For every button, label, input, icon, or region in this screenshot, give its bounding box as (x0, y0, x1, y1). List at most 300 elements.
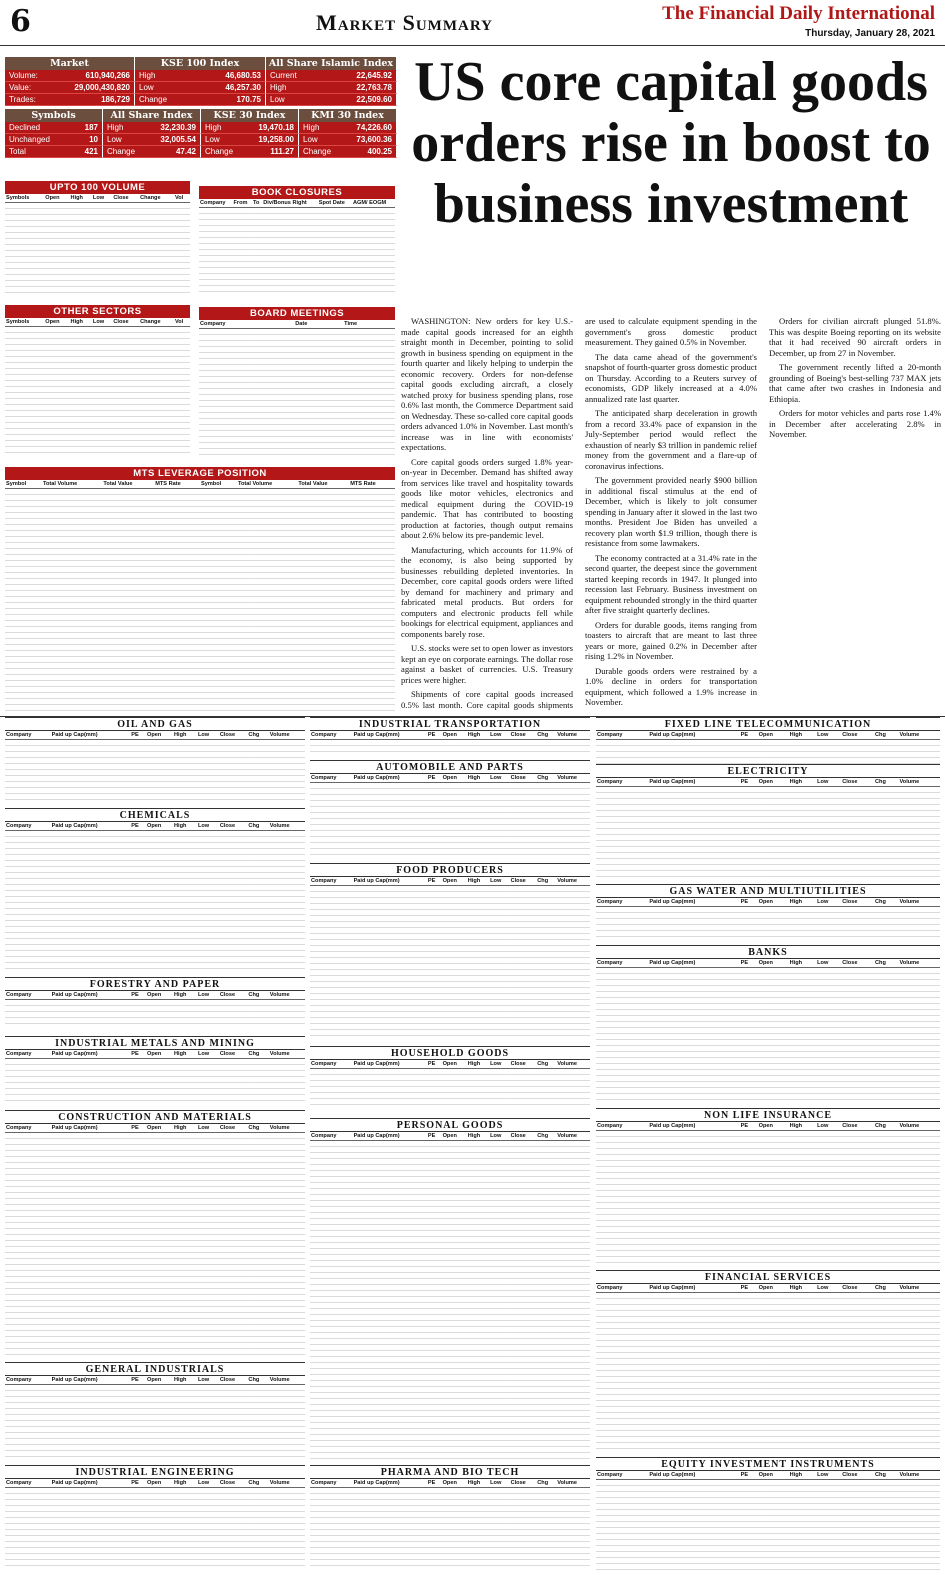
sector-title: GAS WATER AND MULTIUTILITIES (596, 884, 940, 898)
summary-label: High (107, 123, 124, 132)
equity-sector-table (596, 1457, 940, 1573)
sector-title: CONSTRUCTION AND MATERIALS (5, 1110, 305, 1124)
column-header: High (467, 1479, 489, 1488)
summary-cell (201, 122, 299, 134)
article-paragraph: Shipments of core capital goods increased 0.5% last month. Core capital goods shipments are used to calculate equipment spending in the government's gross domestic product measurement. They gained 0.5% in November. (401, 316, 757, 710)
table-header-row (310, 1479, 590, 1488)
column-header: Symbols (5, 318, 44, 327)
column-header: Close (841, 898, 874, 907)
column-header: Change (139, 318, 174, 327)
column-header: Chg (247, 1124, 268, 1133)
column-header: Paid up Cap(mm) (51, 822, 131, 831)
summary-header: KSE 100 Index (135, 57, 266, 70)
masthead (0, 0, 945, 46)
column-header: Close (510, 1060, 537, 1069)
table-rows (310, 886, 590, 1041)
column-header: Vol (174, 318, 190, 327)
summary-label: Value: (9, 83, 32, 92)
table-rows (5, 1133, 305, 1357)
summary-value: 170.75 (236, 95, 261, 104)
column-header: Low (489, 774, 509, 783)
column-header: PE (740, 959, 758, 968)
column-header: Low (92, 318, 112, 327)
column-header: Chg (874, 1122, 898, 1131)
book-closures-title: BOOK CLOSURES (199, 186, 395, 199)
sector-title: ELECTRICITY (596, 764, 940, 778)
column-header: Close (841, 1122, 874, 1131)
mts-leverage-table (5, 467, 395, 712)
table-rows (5, 1385, 305, 1459)
board-meetings-table (199, 307, 395, 462)
summary-cell (135, 94, 266, 106)
column-header: Close (219, 1124, 248, 1133)
column-header: Close (219, 822, 248, 831)
table-header-row (5, 1479, 305, 1488)
financial-sector-table (596, 1270, 940, 1455)
summary-value: 111.27 (270, 147, 294, 156)
book-closures-table (199, 186, 395, 304)
issue-date: Thursday, January 28, 2021 (805, 28, 935, 39)
summary-label: Declined (9, 123, 41, 132)
table-rows (310, 1141, 590, 1460)
table-rows (596, 1293, 940, 1452)
table-header-row (5, 1124, 305, 1133)
summary-cell (103, 122, 201, 134)
column-header: Volume (898, 731, 940, 740)
column-header: Date (294, 320, 343, 329)
summary-value: 46,680.53 (225, 71, 261, 80)
sector-title: FIXED LINE TELECOMMUNICATION (596, 717, 940, 731)
article-paragraph: The anticipated sharp deceleration in growth from a record 33.4% pace of expansion in the July-September period would reflect the exhaustion of nearly $3 trillion in pandemic relief money from the government and a flare-up of coronavirus infections. (585, 408, 757, 471)
column-header: Low (816, 1122, 841, 1131)
table-rows (5, 740, 305, 804)
column-header: Chg (874, 1284, 898, 1293)
column-header: Chg (874, 959, 898, 968)
summary-value: 73,600.36 (356, 135, 392, 144)
column-header: PE (740, 1284, 758, 1293)
column-header: PE (740, 731, 758, 740)
article-paragraph: Orders for civilian aircraft plunged 51.8%. This was despite Boeing reporting on its website that it had received 90 aircraft orders in December, up from 27 in November. (769, 316, 941, 358)
column-header: Vol (174, 194, 190, 203)
upto-100-volume-table (5, 181, 190, 299)
summary-label: Low (107, 135, 122, 144)
summary-value: 400.25 (367, 147, 392, 156)
column-header: Close (841, 778, 874, 787)
column-header: Chg (536, 1479, 556, 1488)
column-header: Company (310, 731, 353, 740)
summary-value: 32,005.54 (160, 135, 196, 144)
column-header: Company (5, 991, 51, 1000)
summary-header: KMI 30 Index (299, 109, 397, 122)
table-rows (5, 489, 395, 711)
column-header: Symbol (5, 480, 42, 489)
column-header: High (467, 1132, 489, 1141)
column-header: Close (510, 1132, 537, 1141)
column-header: High (789, 778, 816, 787)
summary-label: Low (205, 135, 220, 144)
summary-header: Symbols (5, 109, 103, 122)
column-header: Total Value (102, 480, 154, 489)
column-header: Chg (874, 731, 898, 740)
table-header-row (5, 991, 305, 1000)
column-header: Volume (269, 1479, 305, 1488)
table-rows (596, 968, 940, 1102)
column-header: Volume (556, 1132, 590, 1141)
column-header: Company (5, 731, 51, 740)
summary-header: All Share Index (103, 109, 201, 122)
column-header: Open (758, 1122, 789, 1131)
column-header: Volume (898, 898, 940, 907)
column-header: Chg (247, 991, 268, 1000)
column-header: Paid up Cap(mm) (648, 1471, 739, 1480)
mts-leverage-title: MTS LEVERAGE POSITION (5, 467, 395, 480)
table-rows (310, 1069, 590, 1108)
column-header: PE (130, 1376, 146, 1385)
table-rows (596, 907, 940, 941)
column-header: PE (130, 822, 146, 831)
column-header: Close (112, 318, 139, 327)
sector-title: PERSONAL GOODS (310, 1118, 590, 1132)
metals-sector-table (5, 1036, 305, 1107)
summary-cell (135, 82, 266, 94)
gas-water-sector-table (596, 884, 940, 944)
column-header: Volume (269, 731, 305, 740)
column-header: Chg (536, 774, 556, 783)
sector-title: OIL AND GAS (5, 717, 305, 731)
column-header: Chg (247, 1376, 268, 1385)
column-header: Chg (536, 1132, 556, 1141)
summary-header: Market (5, 57, 135, 70)
oil-gas-sector-table (5, 717, 305, 807)
column-header: Low (816, 731, 841, 740)
column-header: Chg (874, 898, 898, 907)
auto-sector-table (310, 760, 590, 859)
column-header: Volume (898, 959, 940, 968)
column-header: Close (841, 1284, 874, 1293)
column-header: High (173, 1479, 197, 1488)
column-header: High (70, 194, 92, 203)
sector-title: FOOD PRODUCERS (310, 863, 590, 877)
column-header: High (789, 1122, 816, 1131)
summary-label: Change (205, 147, 234, 156)
summary-cell (5, 134, 103, 146)
column-header: Time (343, 320, 395, 329)
column-header: Volume (556, 1060, 590, 1069)
table-header-row (199, 320, 395, 329)
table-rows (5, 203, 190, 293)
column-header: PE (427, 1132, 442, 1141)
column-header: Volume (269, 1124, 305, 1133)
headline: US core capital goods orders rise in boost to business investment (411, 51, 931, 235)
column-header: Open (146, 991, 173, 1000)
upto-100-volume-title: UPTO 100 VOLUME (5, 181, 190, 194)
table-header-row (5, 318, 190, 327)
column-header: Company (596, 778, 648, 787)
column-header: To (252, 199, 262, 208)
summary-label: High (205, 123, 222, 132)
column-header: Open (146, 1376, 173, 1385)
column-header: High (789, 1284, 816, 1293)
summary-cell (299, 134, 397, 146)
column-header: MTS Rate (154, 480, 200, 489)
column-header: Company (596, 1122, 648, 1131)
summary-cell (5, 94, 135, 106)
summary-cell (103, 134, 201, 146)
column-header: Open (758, 1284, 789, 1293)
summary-value: 22,763.78 (356, 83, 392, 92)
column-header: Chg (536, 1060, 556, 1069)
column-header: Volume (898, 1284, 940, 1293)
column-header: Company (5, 1479, 51, 1488)
column-header: Open (442, 877, 467, 886)
column-header: Paid up Cap(mm) (648, 1284, 739, 1293)
column-header: PE (427, 1060, 442, 1069)
column-header: Open (44, 318, 69, 327)
article-body (401, 316, 941, 711)
column-header: Volume (269, 991, 305, 1000)
construction-sector-table (5, 1110, 305, 1360)
column-header: Low (816, 1284, 841, 1293)
column-header: High (173, 731, 197, 740)
column-header: Low (489, 1479, 509, 1488)
column-header: Paid up Cap(mm) (648, 898, 739, 907)
table-rows (199, 208, 395, 296)
table-header-row (596, 898, 940, 907)
column-header: Volume (269, 1050, 305, 1059)
summary-cell (5, 122, 103, 134)
summary-value: 46,257.30 (225, 83, 261, 92)
column-header: Chg (247, 1050, 268, 1059)
column-header: Company (5, 1050, 51, 1059)
summary-cell (135, 70, 266, 82)
column-header: Paid up Cap(mm) (353, 1060, 427, 1069)
column-header: Open (442, 1060, 467, 1069)
column-header: Chg (874, 778, 898, 787)
column-header: Open (146, 1050, 173, 1059)
summary-value: 22,645.92 (356, 71, 392, 80)
column-header: Chg (247, 731, 268, 740)
column-header: Company (310, 1479, 353, 1488)
table-rows (199, 329, 395, 459)
article-paragraph: The government recently lifted a 20-month grounding of Boeing's best-selling 737 MAX jets that came after two crashes in Indonesia and Ethiopia. (769, 362, 941, 404)
article-paragraph: Orders for durable goods, items ranging from toasters to aircraft that are meant to last three years or more, gained 0.2% in December after rising 1.2% in November. (585, 619, 757, 661)
column-header: Close (219, 1376, 248, 1385)
summary-value: 10 (89, 135, 98, 144)
table-rows (596, 1131, 940, 1265)
summary-value: 32,230.39 (160, 123, 196, 132)
sector-title: INDUSTRIAL ENGINEERING (5, 1465, 305, 1479)
column-header: PE (130, 1124, 146, 1133)
sector-title: EQUITY INVESTMENT INSTRUMENTS (596, 1457, 940, 1471)
column-header: Close (219, 1050, 248, 1059)
column-header: Volume (898, 1471, 940, 1480)
column-header: Paid up Cap(mm) (51, 991, 131, 1000)
column-header: Open (44, 194, 69, 203)
column-header: Total Value (297, 480, 349, 489)
column-header: Volume (898, 778, 940, 787)
column-header: High (173, 822, 197, 831)
column-header: Company (5, 822, 51, 831)
summary-cell (266, 94, 397, 106)
table-header-row (310, 1132, 590, 1141)
column-header: High (467, 774, 489, 783)
column-header: Close (841, 731, 874, 740)
summary-label: Current (270, 71, 297, 80)
column-header: Volume (269, 1376, 305, 1385)
column-header: Close (841, 959, 874, 968)
column-header: Paid up Cap(mm) (51, 1124, 131, 1133)
summary-label: Change (303, 147, 332, 156)
column-header: Close (841, 1471, 874, 1480)
column-header: Close (510, 877, 537, 886)
column-header: Open (442, 774, 467, 783)
column-header: PE (130, 1050, 146, 1059)
column-header: High (173, 1124, 197, 1133)
column-header: Open (758, 731, 789, 740)
sector-title: NON LIFE INSURANCE (596, 1108, 940, 1122)
summary-value: 19,470.18 (258, 123, 294, 132)
column-header: Low (816, 778, 841, 787)
article-paragraph: The economy contracted at a 31.4% rate in the second quarter, the deepest since the government started keeping records in 1947. It plunged into recession last February. Business investment on equipment rebounded strongly in the third quarter after five straight quarterly declines. (585, 552, 757, 615)
table-rows (5, 1488, 305, 1570)
column-header: High (173, 1050, 197, 1059)
table-rows (596, 787, 940, 879)
summary-label: Change (107, 147, 136, 156)
summary-cell (266, 82, 397, 94)
summary-value: 187 (84, 123, 98, 132)
table-header-row (5, 480, 395, 489)
column-header: Open (758, 1471, 789, 1480)
column-header: PE (427, 877, 442, 886)
pharma-sector-table (310, 1465, 590, 1573)
table-rows (310, 783, 590, 856)
column-header: Low (816, 959, 841, 968)
non-life-sector-table (596, 1108, 940, 1268)
table-rows (5, 831, 305, 972)
column-header: Paid up Cap(mm) (353, 877, 427, 886)
other-sectors-title: OTHER SECTORS (5, 305, 190, 318)
column-header: Company (310, 1060, 353, 1069)
column-header: Low (489, 731, 509, 740)
summary-value: 29,000,430,820 (74, 83, 130, 92)
column-header: Open (758, 959, 789, 968)
table-rows (310, 740, 590, 756)
ind-eng-sector-table (5, 1465, 305, 1573)
column-header: Paid up Cap(mm) (51, 1376, 131, 1385)
column-header: Low (197, 731, 219, 740)
table-header-row (596, 959, 940, 968)
summary-label: Trades: (9, 95, 36, 104)
column-header: Total Volume (237, 480, 297, 489)
table-header-row (596, 1284, 940, 1293)
column-header: Open (146, 1479, 173, 1488)
table-header-row (596, 1122, 940, 1131)
ind-transport-sector-table (310, 717, 590, 759)
column-header: Paid up Cap(mm) (51, 731, 131, 740)
market-summary-bottom (5, 109, 397, 158)
column-header: High (789, 898, 816, 907)
column-header: Low (489, 1132, 509, 1141)
column-header: Low (197, 1479, 219, 1488)
column-header: Low (197, 822, 219, 831)
table-header-row (596, 731, 940, 740)
article-paragraph: Manufacturing, which accounts for 11.9% of the economy, is also being supported by businesses rebuilding depleted inventories. In December, core capital goods orders were lifted by demand for machinery and primary and fabricated metal products. But orders for computers and electronic products fell while bookings for electrical equipment, appliances and components barely rose. (401, 544, 573, 639)
summary-label: Low (270, 95, 285, 104)
column-header: Volume (556, 877, 590, 886)
table-header-row (310, 1060, 590, 1069)
column-header: Open (442, 1479, 467, 1488)
column-header: Company (596, 731, 648, 740)
table-header-row (596, 778, 940, 787)
column-header: PE (740, 1122, 758, 1131)
column-header: Change (139, 194, 174, 203)
summary-value: 186,729 (101, 95, 130, 104)
table-header-row (5, 731, 305, 740)
column-header: PE (740, 1471, 758, 1480)
general-ind-sector-table (5, 1362, 305, 1462)
sector-title: HOUSEHOLD GOODS (310, 1046, 590, 1060)
column-header: Company (596, 959, 648, 968)
table-header-row (596, 1471, 940, 1480)
summary-value: 610,940,266 (85, 71, 130, 80)
summary-label: Change (139, 95, 168, 104)
table-rows (596, 740, 940, 764)
article-paragraph: The government provided nearly $900 billion in additional fiscal stimulus at the end of December, which is likely to jolt consumer spending in January after it slowed in the last two months. President Joe Biden has unveiled a recovery plan worth $1.9 trillion, though there is resistance from some lawmakers. (585, 475, 757, 548)
column-header: Paid up Cap(mm) (51, 1050, 131, 1059)
personal-sector-table (310, 1118, 590, 1463)
column-header: Company (596, 1471, 648, 1480)
summary-header: KSE 30 Index (201, 109, 299, 122)
column-header: PE (130, 731, 146, 740)
food-sector-table (310, 863, 590, 1044)
column-header: Div/Bonus Right (262, 199, 317, 208)
sector-title: BANKS (596, 945, 940, 959)
column-header: Close (219, 731, 248, 740)
summary-value: 74,226.60 (356, 123, 392, 132)
column-header: Open (758, 778, 789, 787)
column-header: PE (740, 778, 758, 787)
table-rows (310, 1488, 590, 1570)
summary-label: Total (9, 147, 26, 156)
fixed-line-sector-table (596, 717, 940, 767)
column-header: Paid up Cap(mm) (353, 1479, 427, 1488)
column-header: PE (740, 898, 758, 907)
column-header: Total Volume (42, 480, 102, 489)
column-header: Low (197, 1124, 219, 1133)
table-header-row (310, 731, 590, 740)
summary-cell (266, 70, 397, 82)
banks-sector-table (596, 945, 940, 1105)
summary-cell (201, 134, 299, 146)
column-header: Volume (556, 731, 590, 740)
table-rows (5, 327, 190, 455)
column-header: Symbols (5, 194, 44, 203)
column-header: PE (427, 1479, 442, 1488)
column-header: Company (199, 320, 294, 329)
sector-title: CHEMICALS (5, 808, 305, 822)
column-header: Low (489, 877, 509, 886)
table-header-row (5, 194, 190, 203)
summary-cell (299, 146, 397, 158)
household-sector-table (310, 1046, 590, 1111)
sector-title: INDUSTRIAL METALS AND MINING (5, 1036, 305, 1050)
summary-header: All Share Islamic Index (266, 57, 397, 70)
column-header: Open (146, 731, 173, 740)
column-header: Open (442, 731, 467, 740)
article-paragraph: Core capital goods orders surged 1.8% year-on-year in December. Demand has shifted away from services like travel and hospitality towards goods like motor vehicles, electronics and medical equipment during the COVID-19 pandemic. That has contributed to boosting production at factories, though output remains about 2.6% below its pre-pandemic level. (401, 456, 573, 540)
forestry-sector-table (5, 977, 305, 1027)
other-sectors-table (5, 305, 190, 460)
